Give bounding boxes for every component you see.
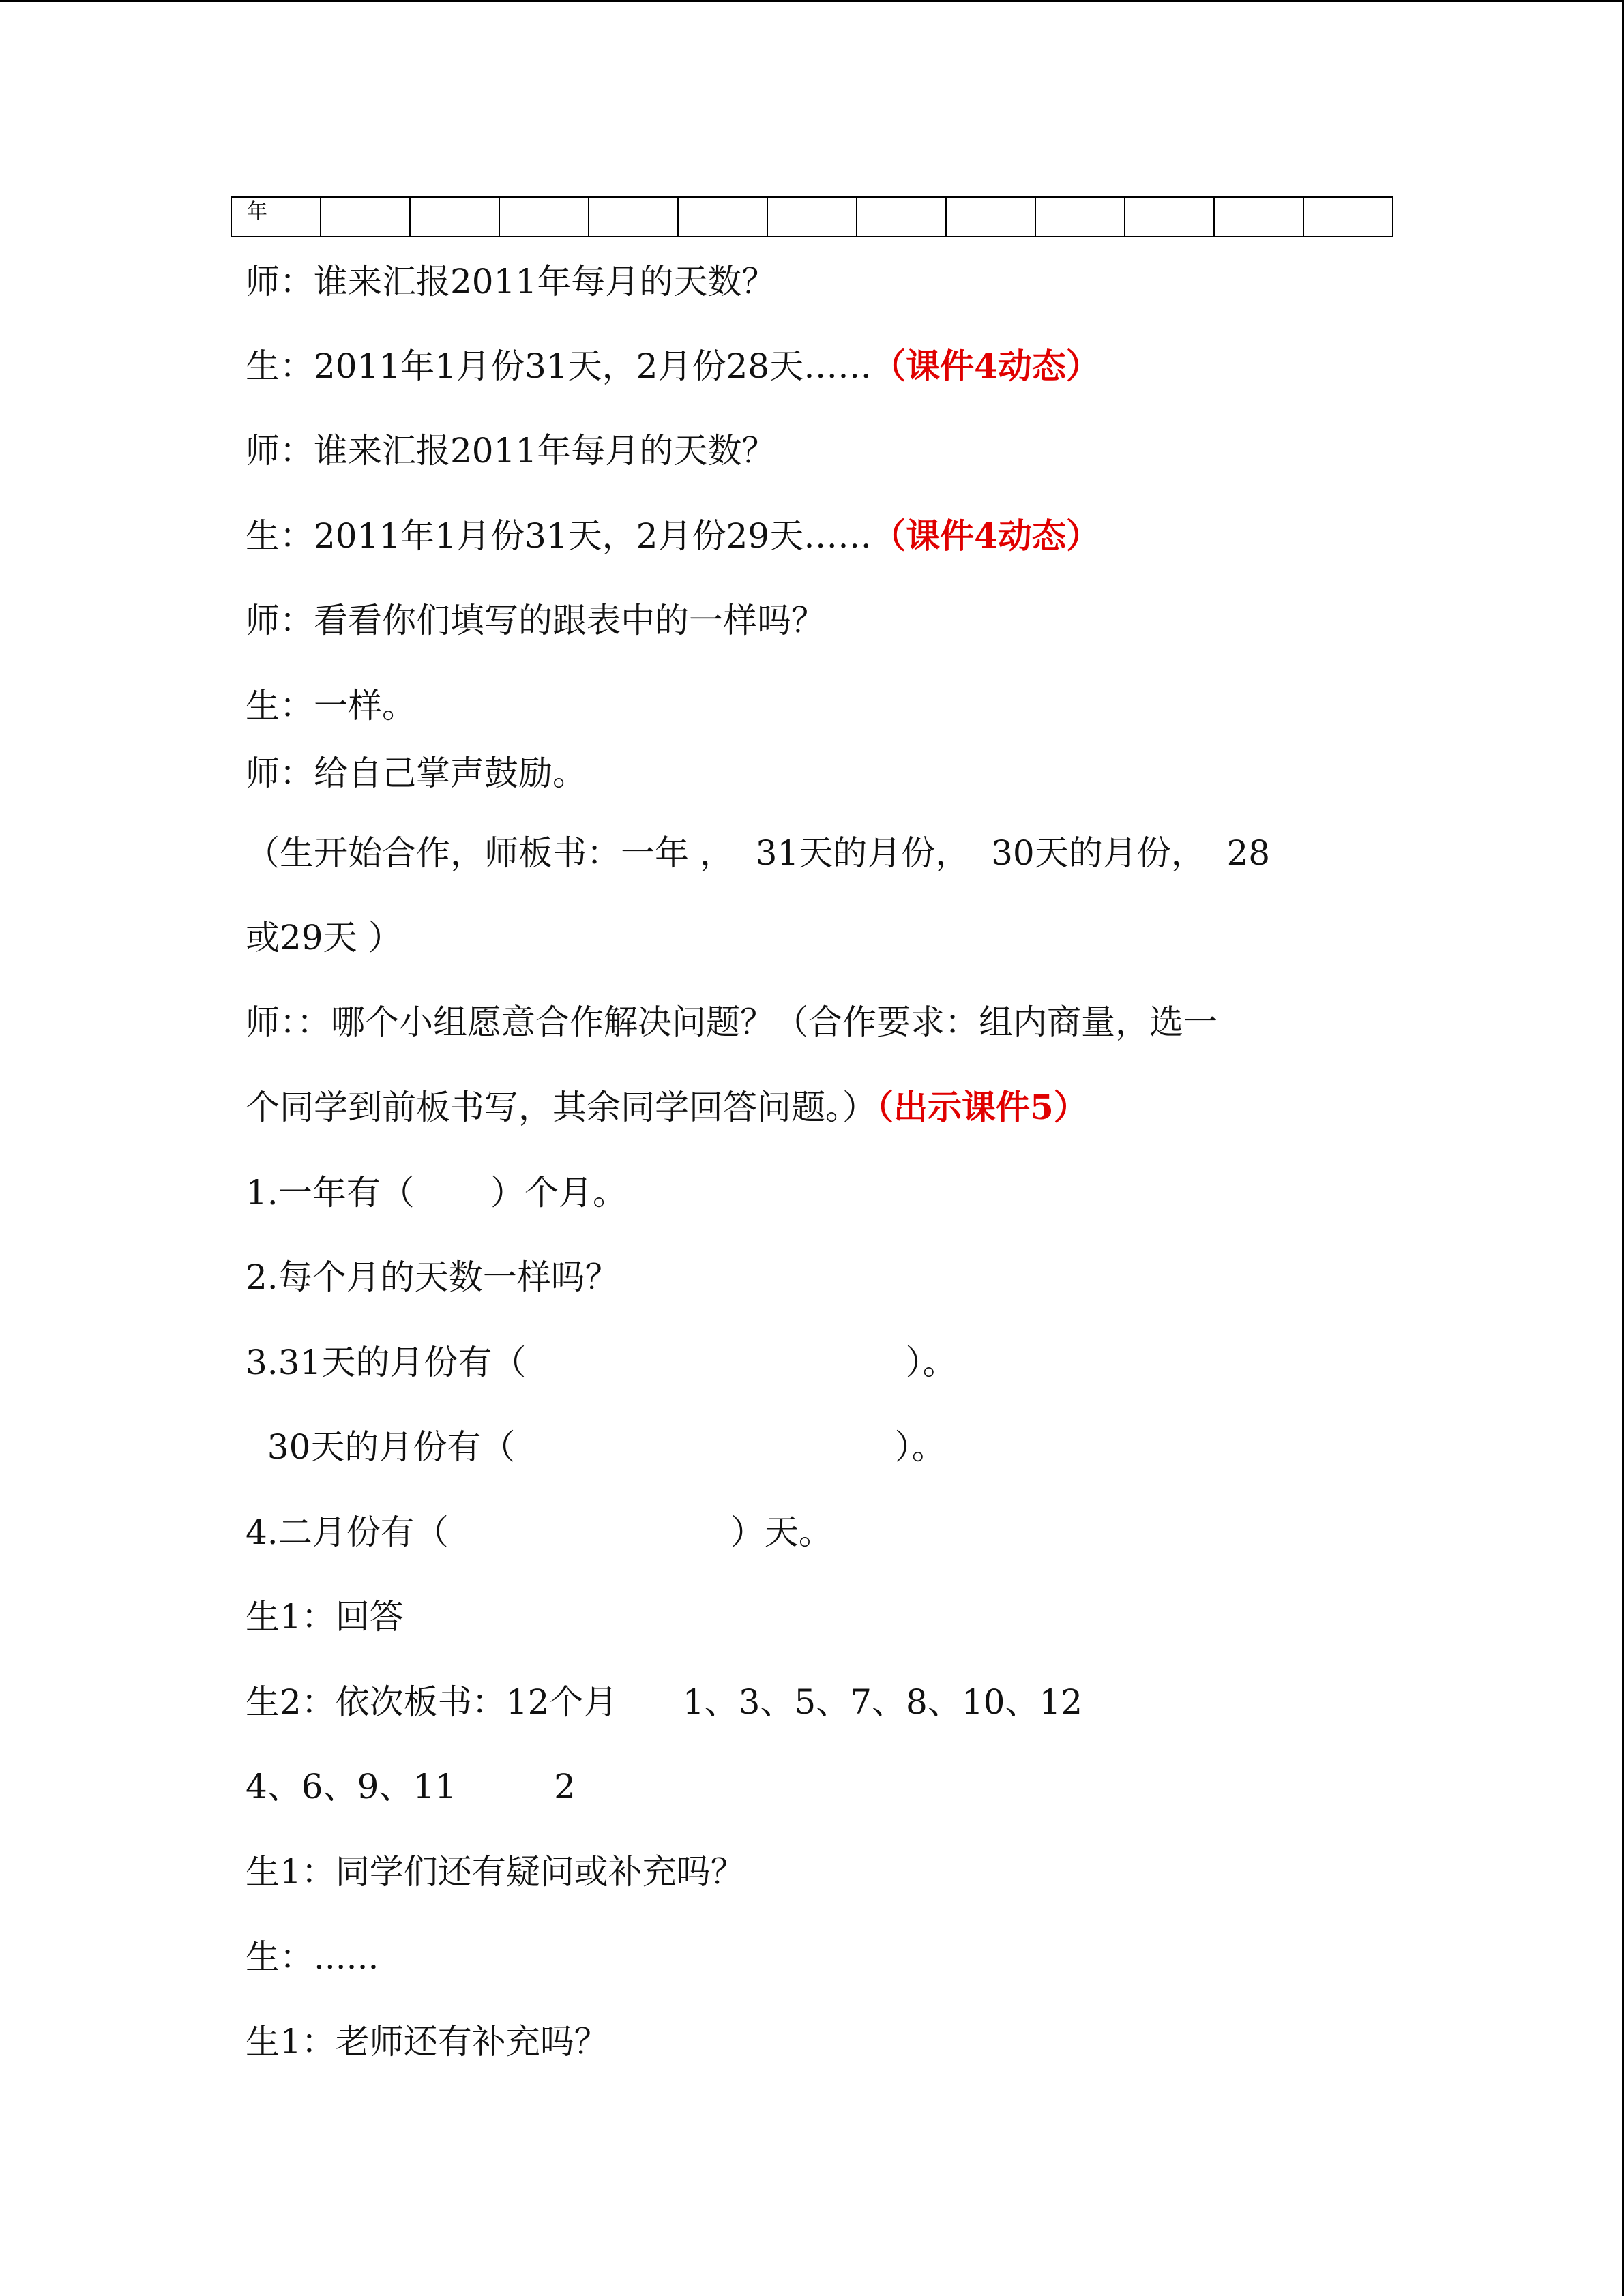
table-cell — [410, 197, 499, 237]
table-cell — [321, 197, 410, 237]
dialogue-line — [246, 1002, 1217, 1043]
line-text: 4.二月份有（ ）天。 — [246, 1512, 833, 1552]
line-text: 30天的月份有（ ）。 — [246, 1427, 946, 1467]
line-text: 或29天 ） — [246, 918, 402, 957]
dialogue-line — [246, 1766, 576, 1807]
table-row — [231, 197, 1393, 237]
line-text: 生1：同学们还有疑问或补充吗？ — [246, 1852, 745, 1892]
courseware-note: （课件4动态） — [872, 346, 1100, 386]
question-line — [246, 1512, 833, 1553]
line-text: 生：...... — [246, 1937, 379, 1977]
table-cell — [1125, 197, 1214, 237]
question-line — [246, 1427, 946, 1467]
line-text: 2.每个月的天数一样吗？ — [246, 1257, 619, 1297]
dialogue-line — [246, 753, 587, 794]
table-header-cell: 年 — [231, 197, 321, 237]
question-line — [246, 1342, 957, 1383]
dialogue-line — [246, 833, 1270, 874]
table-cell — [589, 197, 678, 237]
line-text: 生：2011年1月份31天，2月份29天…… — [246, 516, 872, 556]
line-text: 1.一年有（ ）个月。 — [246, 1173, 627, 1212]
dialogue-line — [246, 261, 776, 302]
dialogue-line — [246, 685, 416, 726]
line-text: 师：给自己掌声鼓励。 — [246, 754, 587, 793]
dialogue-line — [246, 346, 1100, 387]
line-text: （生开始合作，师板书：一年 ， 31天的月份， 30天的月份， 28 — [246, 833, 1271, 873]
dialogue-line — [246, 1596, 404, 1637]
dialogue-line — [246, 1937, 379, 1978]
line-text: 生1：回答 — [246, 1597, 404, 1637]
line-text: 生：一样。 — [246, 686, 416, 726]
dialogue-line — [246, 917, 402, 958]
courseware-note: （出示课件5） — [876, 1087, 1088, 1127]
page-top-border — [0, 0, 1624, 2]
question-line — [246, 1172, 627, 1213]
month-table — [231, 196, 1393, 237]
table-cell — [1035, 197, 1125, 237]
table-cell — [767, 197, 857, 237]
table-cell — [946, 197, 1035, 237]
dialogue-line — [246, 1851, 745, 1892]
line-text: 个同学到前板书写，其余同学回答问题。） — [246, 1088, 876, 1127]
table-cell — [678, 197, 767, 237]
dialogue-line — [246, 430, 776, 471]
table-cell — [857, 197, 946, 237]
line-text: 3.31天的月份有（ ）。 — [246, 1343, 957, 1382]
dialogue-line — [246, 516, 1100, 556]
dialogue-line — [246, 600, 825, 641]
line-text: 师：谁来汇报2011年每月的天数？ — [246, 431, 776, 471]
line-text: 师：：哪个小组愿意合作解决问题？（合作要求：组内商量，选一 — [246, 1002, 1217, 1042]
table-cell — [1214, 197, 1303, 237]
line-text: 师：看看你们填写的跟表中的一样吗？ — [246, 601, 825, 640]
table-cell — [499, 197, 589, 237]
question-line — [246, 1257, 619, 1298]
line-text: 生：2011年1月份31天，2月份28天…… — [246, 346, 872, 386]
line-text: 生2：依次板书：12个月 1、3、5、7、8、10、12 — [246, 1682, 1083, 1722]
line-text: 4、6、9、11 2 — [246, 1767, 576, 1806]
dialogue-line — [246, 1682, 1082, 1723]
dialogue-line — [246, 2021, 608, 2062]
line-text: 师：谁来汇报2011年每月的天数？ — [246, 262, 776, 301]
line-text: 生1：老师还有补充吗？ — [246, 2022, 608, 2061]
table-cell — [1303, 197, 1393, 237]
courseware-note: （课件4动态） — [872, 516, 1100, 556]
dialogue-line — [246, 1087, 1088, 1128]
